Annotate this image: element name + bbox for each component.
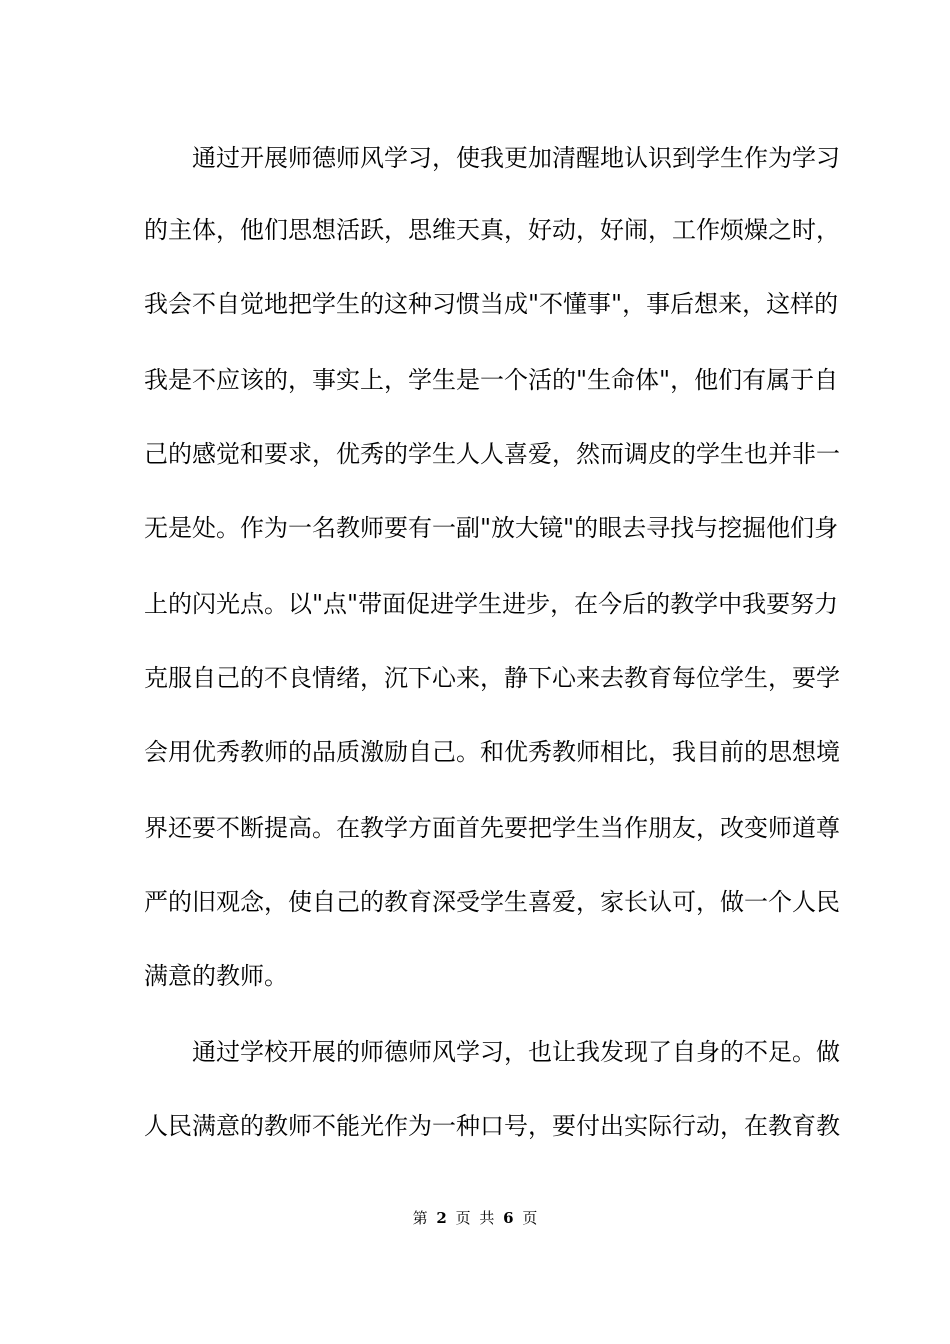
footer-total-pages: 6	[503, 1209, 514, 1227]
paragraph-2-line-2: 人民满意的教师不能光作为一种口号，要付出实际行动，在教育教	[144, 1112, 840, 1140]
paragraph-1-line-11: 严的旧观念，使自己的教育深受学生喜爱，家长认可，做一个人民	[144, 888, 840, 916]
paragraph-1-line-8: 克服自己的不良情绪，沉下心来，静下心来去教育每位学生，要学	[144, 664, 840, 692]
page-footer	[0, 1208, 950, 1228]
paragraph-2-line-1: 通过学校开展的师德师风学习，也让我发现了自身的不足。做	[192, 1038, 840, 1066]
footer-page-number: 2	[436, 1209, 447, 1227]
paragraph-1-line-3: 我会不自觉地把学生的这种习惯当成"不懂事"，事后想来，这样的	[144, 290, 839, 318]
paragraph-1-line-1: 通过开展师德师风学习，使我更加清醒地认识到学生作为学习	[192, 144, 840, 172]
footer-mid: 页 共	[455, 1209, 495, 1227]
paragraph-1-line-10: 界还要不断提高。在教学方面首先要把学生当作朋友，改变师道尊	[144, 814, 840, 842]
paragraph-1-line-6: 无是处。作为一名教师要有一副"放大镜"的眼去寻找与挖掘他们身	[144, 514, 839, 542]
paragraph-1-line-4: 我是不应该的，事实上，学生是一个活的"生命体"，他们有属于自	[144, 366, 839, 394]
footer-prefix: 第	[412, 1209, 428, 1227]
paragraph-1-line-5: 己的感觉和要求，优秀的学生人人喜爱，然而调皮的学生也并非一	[144, 440, 840, 468]
paragraph-1-line-7: 上的闪光点。以"点"带面促进学生进步，在今后的教学中我要努力	[144, 590, 839, 618]
paragraph-1-line-12: 满意的教师。	[144, 962, 288, 990]
paragraph-1-line-9: 会用优秀教师的品质激励自己。和优秀教师相比，我目前的思想境	[144, 738, 840, 766]
paragraph-1-line-2: 的主体，他们思想活跃，思维天真，好动，好闹，工作烦燥之时，	[144, 216, 840, 244]
footer-suffix: 页	[522, 1209, 538, 1227]
